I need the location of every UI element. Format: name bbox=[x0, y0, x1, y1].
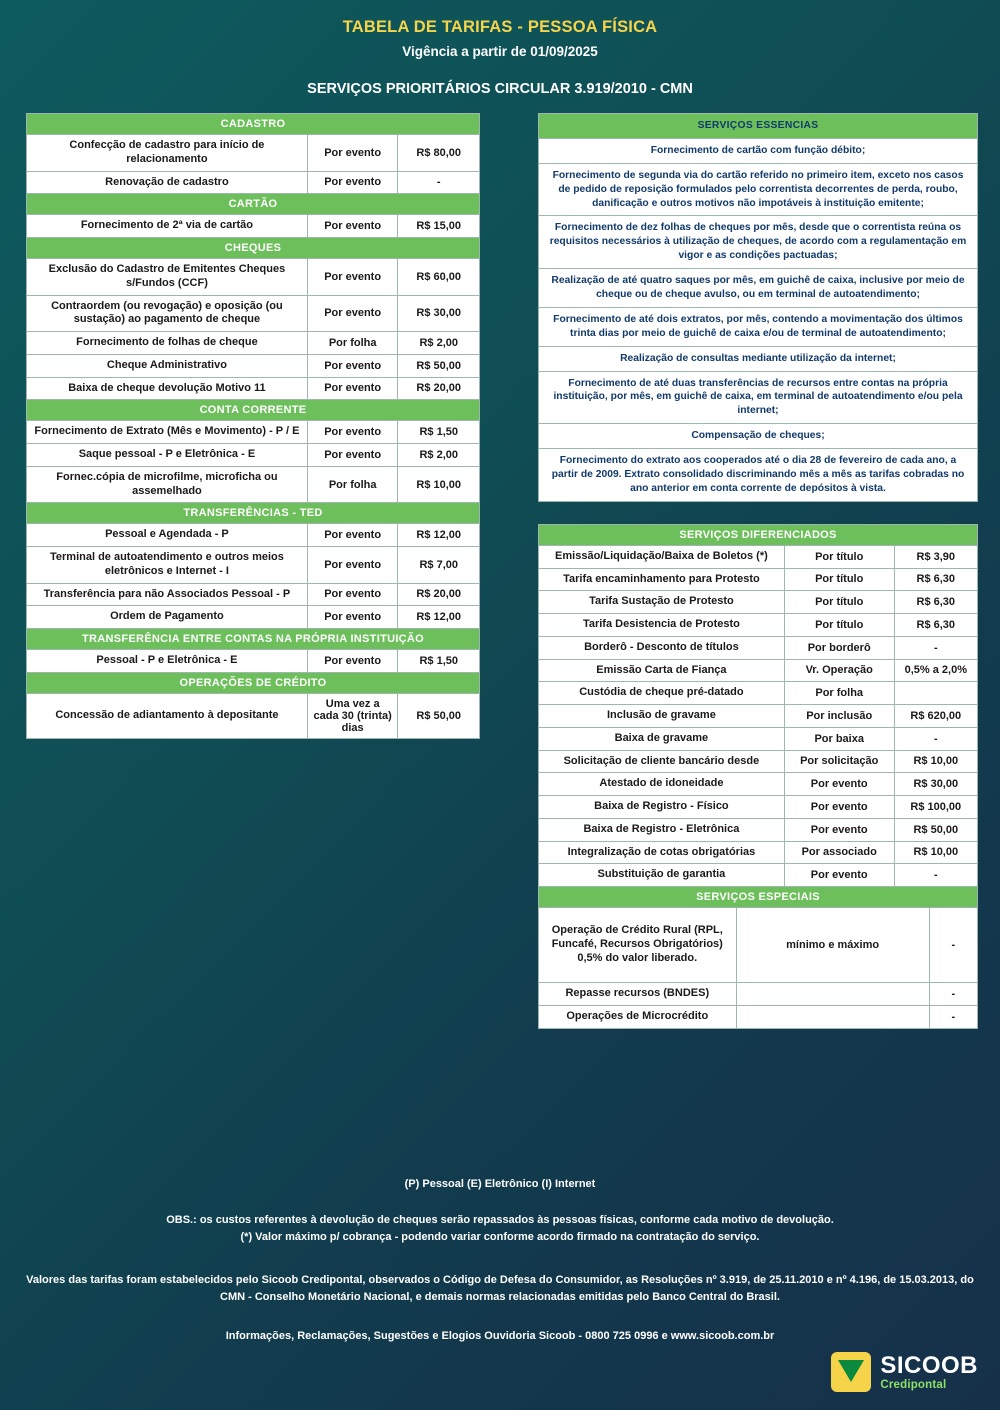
footer-obs-2: (*) Valor máximo p/ cobrança - podendo variar conforme acordo firmado na contratação do serviço. bbox=[240, 1231, 760, 1244]
section-servicos-essenciais bbox=[538, 113, 978, 502]
row-unit: Por evento bbox=[307, 259, 398, 296]
row-unit: Uma vez a cada 30 (trinta) dias bbox=[307, 693, 398, 738]
table-row bbox=[539, 908, 978, 983]
band-cadastro: CADASTRO bbox=[27, 114, 480, 135]
table-row bbox=[539, 841, 978, 864]
row-value: R$ 3,90 bbox=[894, 545, 977, 568]
row-value: R$ 12,00 bbox=[398, 524, 480, 547]
row-value: R$ 6,30 bbox=[894, 568, 977, 591]
row-value: R$ 2,00 bbox=[398, 332, 480, 355]
row-value: R$ 2,00 bbox=[398, 444, 480, 467]
row-label: Operação de Crédito Rural (RPL, Funcafé, Recursos Obrigatórios) 0,5% do valor liberado. bbox=[539, 908, 737, 983]
table-row bbox=[27, 377, 480, 400]
row-value: - bbox=[929, 983, 977, 1006]
footer-legend: (P) Pessoal (E) Eletrônico (I) Internet bbox=[404, 1178, 596, 1190]
row-label: Repasse recursos (BNDES) bbox=[539, 983, 737, 1006]
row-label: Emissão/Liquidação/Baixa de Boletos (*) bbox=[539, 545, 785, 568]
row-unit: Por evento bbox=[307, 377, 398, 400]
band-servicos-especiais: SERVIÇOS ESPECIAIS bbox=[539, 887, 978, 908]
row-unit: Por título bbox=[784, 591, 894, 614]
row-label: Substituição de garantia bbox=[539, 864, 785, 887]
row-label: Ordem de Pagamento bbox=[27, 606, 308, 629]
row-label: Fornecimento de folhas de cheque bbox=[27, 332, 308, 355]
row-value: R$ 50,00 bbox=[398, 354, 480, 377]
table-row bbox=[27, 606, 480, 629]
table-row bbox=[539, 614, 978, 637]
page-subtitle: Vigência a partir de 01/09/2025 bbox=[402, 44, 598, 59]
row-unit: Por folha bbox=[307, 466, 398, 503]
row-label: Transferência para não Associados Pessoal - P bbox=[27, 583, 308, 606]
table-row bbox=[27, 295, 480, 332]
row-unit: Por evento bbox=[307, 583, 398, 606]
row-value: R$ 1,50 bbox=[398, 650, 480, 673]
footer-legal: Valores das tarifas foram estabelecidos pelo Sicoob Credipontal, observados o Código de Defesa do Consumidor, as Resoluções nº 3.919, de 25.11.2010 e nº 4.196, de 15.03.2013, do CMN - Conselho Monetário Nacional, e demais normas relacionadas emitidas pelo Banco Central do Brasil. bbox=[26, 1274, 974, 1304]
row-unit: Por baixa bbox=[784, 727, 894, 750]
table-row bbox=[27, 650, 480, 673]
row-label: Operações de Microcrédito bbox=[539, 1005, 737, 1028]
page-footer bbox=[0, 1178, 1000, 1342]
row-label: Confecção de cadastro para início de relacionamento bbox=[27, 135, 308, 172]
row-unit: Por evento bbox=[307, 171, 398, 194]
list-item bbox=[539, 346, 978, 371]
list-item bbox=[539, 307, 978, 346]
row-unit: Por evento bbox=[307, 295, 398, 332]
row-label: Terminal de autoatendimento e outros meios eletrônicos e Internet - I bbox=[27, 547, 308, 584]
left-column bbox=[26, 113, 480, 739]
row-value: R$ 50,00 bbox=[398, 693, 480, 738]
sicoob-logo bbox=[831, 1352, 978, 1392]
row-unit: Por borderô bbox=[784, 636, 894, 659]
footer-contact: Informações, Reclamações, Sugestões e Elogios Ouvidoria Sicoob - 0800 725 0996 e www.sicoob.com.br bbox=[225, 1330, 775, 1343]
row-unit: Por evento bbox=[784, 796, 894, 819]
table-row bbox=[539, 818, 978, 841]
list-item bbox=[539, 163, 978, 216]
table-row bbox=[27, 466, 480, 503]
list-item bbox=[539, 449, 978, 502]
row-value: R$ 20,00 bbox=[398, 377, 480, 400]
table-row bbox=[27, 135, 480, 172]
essential-item: Fornecimento de até duas transferências de recursos entre contas na própria instituição, por mês, em guichê de caixa, em terminal de autoatendimento e/ou pela internet; bbox=[539, 371, 978, 424]
table-row bbox=[539, 773, 978, 796]
list-item bbox=[539, 269, 978, 308]
list-item bbox=[539, 216, 978, 269]
row-label: Pessoal e Agendada - P bbox=[27, 524, 308, 547]
row-label: Contraordem (ou revogação) e oposição (ou sustação) ao pagamento de cheque bbox=[27, 295, 308, 332]
table-row bbox=[539, 682, 978, 705]
table-row bbox=[539, 983, 978, 1006]
table-row bbox=[27, 332, 480, 355]
band-transferencias-ted: TRANSFERÊNCIAS - TED bbox=[27, 503, 480, 524]
row-value: R$ 1,50 bbox=[398, 421, 480, 444]
row-value bbox=[894, 682, 977, 705]
table-row bbox=[27, 547, 480, 584]
row-value: R$ 100,00 bbox=[894, 796, 977, 819]
row-label: Tarifa Desistencia de Protesto bbox=[539, 614, 785, 637]
row-unit: Por folha bbox=[784, 682, 894, 705]
row-label: Baixa de Registro - Eletrônica bbox=[539, 818, 785, 841]
right-column bbox=[538, 113, 978, 887]
band-operacoes-credito: OPERAÇÕES DE CRÉDITO bbox=[27, 672, 480, 693]
band-transferencia-interna: TRANSFERÊNCIA ENTRE CONTAS NA PRÓPRIA INSTITUIÇÃO bbox=[27, 629, 480, 650]
row-value: R$ 10,00 bbox=[398, 466, 480, 503]
row-label: Baixa de Registro - Físico bbox=[539, 796, 785, 819]
row-label: Fornecimento de Extrato (Mês e Movimento) - P / E bbox=[27, 421, 308, 444]
row-unit: Vr. Operação bbox=[784, 659, 894, 682]
circular-title: SERVIÇOS PRIORITÁRIOS CIRCULAR 3.919/2010 - CMN bbox=[307, 81, 693, 97]
logo-mark-icon bbox=[831, 1352, 871, 1392]
table-row bbox=[27, 354, 480, 377]
table-row bbox=[539, 864, 978, 887]
row-label: Fornecimento de 2ª via de cartão bbox=[27, 215, 308, 238]
essential-item: Compensação de cheques; bbox=[539, 424, 978, 449]
row-unit: Por evento bbox=[307, 524, 398, 547]
row-value: R$ 50,00 bbox=[894, 818, 977, 841]
row-label: Tarifa encaminhamento para Protesto bbox=[539, 568, 785, 591]
section-servicos-diferenciados bbox=[538, 524, 978, 887]
logo-brand: SICOOB bbox=[880, 1352, 978, 1380]
row-value: - bbox=[894, 636, 977, 659]
row-value: R$ 60,00 bbox=[398, 259, 480, 296]
table-row bbox=[27, 171, 480, 194]
row-label: Inclusão de gravame bbox=[539, 705, 785, 728]
row-value: R$ 12,00 bbox=[398, 606, 480, 629]
essential-item: Fornecimento de até dois extratos, por mês, contendo a movimentação dos últimos trinta dias por meio de guichê de caixa e/ou de terminal de autoatendimento; bbox=[539, 307, 978, 346]
row-unit: Por inclusão bbox=[784, 705, 894, 728]
row-unit: Por evento bbox=[307, 444, 398, 467]
spacer bbox=[538, 502, 978, 524]
band-servicos-essenciais: SERVIÇOS ESSENCIAS bbox=[539, 114, 978, 139]
essential-item: Realização de consultas mediante utilização da internet; bbox=[539, 346, 978, 371]
table-row bbox=[27, 259, 480, 296]
table-row bbox=[27, 421, 480, 444]
row-unit: Por folha bbox=[307, 332, 398, 355]
row-unit: Por evento bbox=[307, 135, 398, 172]
row-value: R$ 10,00 bbox=[894, 750, 977, 773]
row-unit: Por evento bbox=[307, 606, 398, 629]
essential-item: Fornecimento do extrato aos cooperados até o dia 28 de fevereiro de cada ano, a partir de 2009. Extrato consolidado discriminando mês a mês as tarifas cobradas no ano anterior em conta corrente de depósitos à vista. bbox=[539, 449, 978, 502]
table-row bbox=[539, 796, 978, 819]
row-value: R$ 620,00 bbox=[894, 705, 977, 728]
essential-item: Fornecimento de segunda via do cartão referido no primeiro item, exceto nos casos de pedido de reposição formulados pelo correntista decorrentes de perda, roubo, danificação e outros motivos não impotáveis à instituição emitente; bbox=[539, 163, 978, 216]
row-unit: Por título bbox=[784, 614, 894, 637]
row-unit: Por evento bbox=[307, 421, 398, 444]
row-value: R$ 10,00 bbox=[894, 841, 977, 864]
row-unit: Por solicitação bbox=[784, 750, 894, 773]
row-unit: Por associado bbox=[784, 841, 894, 864]
row-label: Atestado de idoneidade bbox=[539, 773, 785, 796]
footer-obs-1: OBS.: os custos referentes à devolução de cheques serão repassados às pessoas físicas, conforme cada motivo de devolução. bbox=[166, 1214, 834, 1226]
row-label: Renovação de cadastro bbox=[27, 171, 308, 194]
row-label: Cheque Administrativo bbox=[27, 354, 308, 377]
band-conta-corrente: CONTA CORRENTE bbox=[27, 400, 480, 421]
row-label: Emissão Carta de Fiança bbox=[539, 659, 785, 682]
row-label: Fornec.cópia de microfilme, microficha ou assemelhado bbox=[27, 466, 308, 503]
row-value: - bbox=[398, 171, 480, 194]
row-value: - bbox=[894, 727, 977, 750]
row-unit: Por evento bbox=[784, 818, 894, 841]
row-unit: Por evento bbox=[307, 547, 398, 584]
row-label: Exclusão do Cadastro de Emitentes Cheques s/Fundos (CCF) bbox=[27, 259, 308, 296]
table-row bbox=[27, 693, 480, 738]
band-cartao: CARTÃO bbox=[27, 194, 480, 215]
row-unit: Por evento bbox=[307, 354, 398, 377]
row-unit: Por título bbox=[784, 545, 894, 568]
row-label: Solicitação de cliente bancário desde bbox=[539, 750, 785, 773]
table-row bbox=[539, 636, 978, 659]
row-unit: Por evento bbox=[307, 650, 398, 673]
row-unit: Por título bbox=[784, 568, 894, 591]
table-row bbox=[539, 545, 978, 568]
list-item bbox=[539, 424, 978, 449]
table-row bbox=[27, 215, 480, 238]
essential-item: Realização de até quatro saques por mês, em guichê de caixa, inclusive por meio de cheque ou de cheque avulso, ou em terminal de autoatendimento; bbox=[539, 269, 978, 308]
table-row bbox=[539, 591, 978, 614]
row-unit: Por evento bbox=[307, 215, 398, 238]
table-row bbox=[539, 727, 978, 750]
row-label: Concessão de adiantamento à depositante bbox=[27, 693, 308, 738]
essential-item: Fornecimento de dez folhas de cheques por mês, desde que o correntista reúna os requisitos necessários à utilização de cheques, de acordo com a regulamentação em vigor e as condições pactuadas; bbox=[539, 216, 978, 269]
row-unit bbox=[736, 983, 929, 1006]
band-cheques: CHEQUES bbox=[27, 238, 480, 259]
row-label: Custódia de cheque pré-datado bbox=[539, 682, 785, 705]
row-value: R$ 15,00 bbox=[398, 215, 480, 238]
row-unit: Por evento bbox=[784, 773, 894, 796]
row-value: R$ 30,00 bbox=[398, 295, 480, 332]
row-value: R$ 20,00 bbox=[398, 583, 480, 606]
logo-brand-sub: Credipontal bbox=[880, 1378, 947, 1391]
essential-item: Fornecimento de cartão com função débito; bbox=[539, 138, 978, 163]
row-label: Baixa de cheque devolução Motivo 11 bbox=[27, 377, 308, 400]
row-value: - bbox=[929, 1005, 977, 1028]
row-value: R$ 6,30 bbox=[894, 614, 977, 637]
row-label: Pessoal - P e Eletrônica - E bbox=[27, 650, 308, 673]
row-value: R$ 80,00 bbox=[398, 135, 480, 172]
row-value: - bbox=[929, 908, 977, 983]
row-unit: Por evento bbox=[784, 864, 894, 887]
row-value: R$ 7,00 bbox=[398, 547, 480, 584]
band-servicos-diferenciados: SERVIÇOS DIFERENCIADOS bbox=[539, 524, 978, 545]
table-row bbox=[539, 1005, 978, 1028]
table-row bbox=[27, 444, 480, 467]
list-item bbox=[539, 138, 978, 163]
row-unit bbox=[736, 1005, 929, 1028]
row-label: Baixa de gravame bbox=[539, 727, 785, 750]
page-header bbox=[0, 0, 1000, 97]
row-label: Borderô - Desconto de títulos bbox=[539, 636, 785, 659]
section-cadastro bbox=[26, 113, 480, 739]
row-label: Integralização de cotas obrigatórias bbox=[539, 841, 785, 864]
row-value: R$ 6,30 bbox=[894, 591, 977, 614]
table-row bbox=[27, 524, 480, 547]
row-unit: mínimo e máximo bbox=[736, 908, 929, 983]
table-row bbox=[27, 583, 480, 606]
list-item bbox=[539, 371, 978, 424]
row-value: 0,5% a 2,0% bbox=[894, 659, 977, 682]
row-label: Saque pessoal - P e Eletrônica - E bbox=[27, 444, 308, 467]
table-row bbox=[539, 568, 978, 591]
table-row bbox=[539, 750, 978, 773]
table-row bbox=[539, 705, 978, 728]
row-value: R$ 30,00 bbox=[894, 773, 977, 796]
row-label: Tarifa Sustação de Protesto bbox=[539, 591, 785, 614]
page-title: TABELA DE TARIFAS - PESSOA FÍSICA bbox=[342, 18, 658, 36]
section-servicos-especiais bbox=[538, 886, 978, 1029]
table-row bbox=[539, 659, 978, 682]
row-value: - bbox=[894, 864, 977, 887]
